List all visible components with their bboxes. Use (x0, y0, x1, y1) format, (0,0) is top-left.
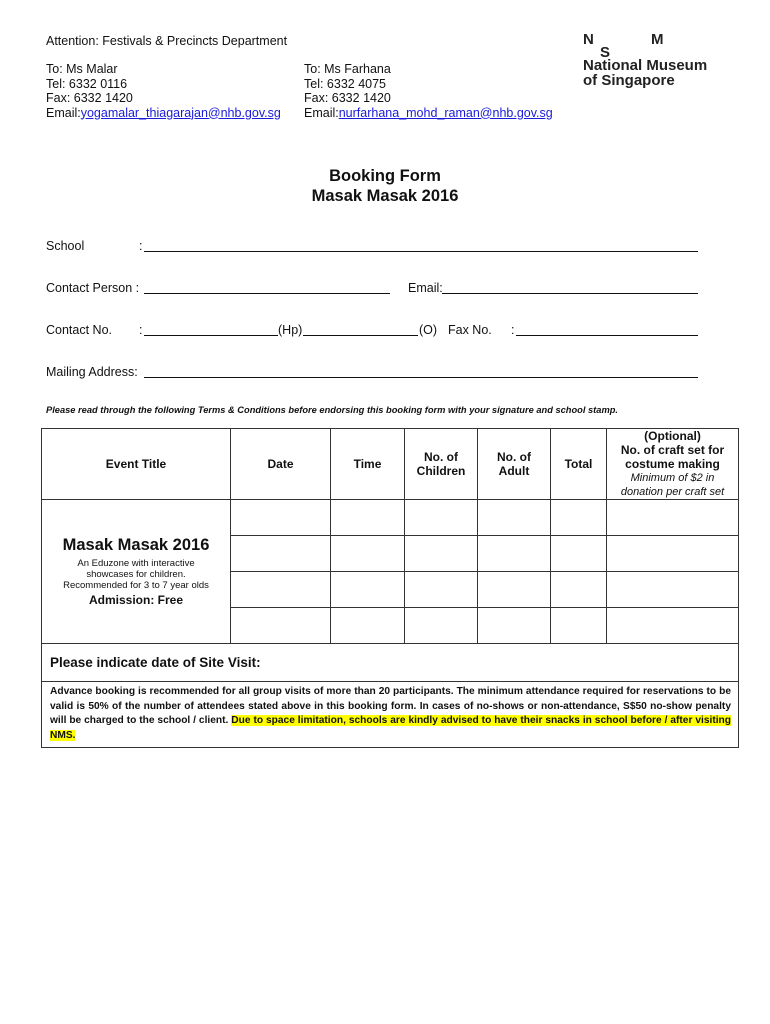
event-cell (42, 500, 231, 644)
logo-line1: National Museum (583, 57, 708, 74)
logo-line2: of Singapore (583, 72, 675, 89)
craft-cell[interactable] (607, 572, 739, 608)
logo-letter-n: N (583, 31, 594, 48)
header-total: Total (551, 429, 607, 500)
contact-right-email-link[interactable]: nurfarhana_mohd_raman@nhb.gov.sg (338, 105, 553, 120)
contact-right-email-row (304, 106, 553, 121)
mailing-address-label: Mailing Address: (46, 365, 138, 379)
site-visit-row (42, 644, 739, 682)
table-header-row (42, 429, 739, 500)
header-children-l1: No. of (424, 450, 458, 464)
office-label: (O) (419, 323, 438, 337)
time-cell[interactable] (331, 536, 405, 572)
contact-left-fax: Fax: 6332 1420 (46, 91, 133, 105)
contact-right-fax: Fax: 6332 1420 (304, 91, 391, 105)
date-cell[interactable] (231, 500, 331, 536)
total-cell[interactable] (551, 500, 607, 536)
contact-left (46, 62, 281, 120)
header-craft-note-l1: Minimum of $2 in (630, 472, 715, 484)
terms-highlight: Due to space limitation, schools are kindly advised to have their snacks in school before / after visiting NMS. (50, 715, 732, 741)
header-children (405, 429, 478, 500)
email-input-line[interactable] (442, 293, 698, 294)
email-label: Email: (304, 105, 339, 120)
site-visit-label[interactable]: Please indicate date of Site Visit: (42, 644, 739, 682)
date-cell[interactable] (231, 608, 331, 644)
contact-person-label: Contact Person : (46, 281, 140, 295)
school-colon: : (139, 239, 143, 253)
event-name: Masak Masak 2016 (62, 536, 210, 554)
logo-letter-m: M (651, 31, 664, 48)
adult-cell[interactable] (478, 572, 551, 608)
contact-left-tel: Tel: 6332 0116 (46, 76, 128, 91)
contact-right-tel: Tel: 6332 4075 (304, 76, 387, 91)
mailing-address-input-line[interactable] (144, 377, 698, 378)
date-cell[interactable] (231, 572, 331, 608)
contact-right-to: To: Ms Farhana (304, 62, 391, 76)
office-input-line[interactable] (303, 335, 418, 336)
email-label: Email: (46, 105, 81, 120)
school-input-line[interactable] (144, 251, 698, 252)
contact-left-to: To: Ms Malar (46, 62, 118, 76)
hp-label: (Hp) (278, 323, 303, 337)
header-craft-note-l2: donation per craft set (620, 486, 725, 498)
fax-no-label: Fax No. (448, 323, 492, 337)
adult-cell[interactable] (478, 608, 551, 644)
header-craft-l3: costume making (625, 457, 720, 471)
contact-left-email-row (46, 106, 281, 121)
booking-table (41, 428, 739, 748)
craft-cell[interactable] (607, 608, 739, 644)
logo-name (583, 58, 707, 88)
total-cell[interactable] (551, 572, 607, 608)
header-date: Date (231, 429, 331, 500)
total-cell[interactable] (551, 536, 607, 572)
logo-letter-s: S (600, 44, 611, 61)
fax-input-line[interactable] (516, 335, 698, 336)
form-title: Booking Form (329, 167, 441, 185)
header-adult-l1: No. of (497, 450, 531, 464)
header-craft-l1: (Optional) (644, 429, 701, 443)
terms-text (42, 682, 739, 748)
contact-person-input-line[interactable] (144, 293, 390, 294)
children-cell[interactable] (405, 536, 478, 572)
form-subtitle: Masak Masak 2016 (311, 187, 459, 205)
adult-cell[interactable] (478, 536, 551, 572)
header-time: Time (331, 429, 405, 500)
craft-cell[interactable] (607, 500, 739, 536)
header-event-title: Event Title (42, 429, 231, 500)
header-craft-l2: No. of craft set for (620, 443, 725, 457)
time-cell[interactable] (331, 500, 405, 536)
school-label: School (46, 239, 85, 253)
header-children-l2: Children (416, 464, 466, 478)
contact-left-email-link[interactable]: yogamalar_thiagarajan@nhb.gov.sg (80, 105, 281, 120)
contact-right (304, 62, 553, 120)
adult-cell[interactable] (478, 500, 551, 536)
time-cell[interactable] (331, 608, 405, 644)
event-admission: Admission: Free (88, 593, 184, 607)
date-cell[interactable] (231, 536, 331, 572)
header-adult (478, 429, 551, 500)
children-cell[interactable] (405, 500, 478, 536)
contact-no-label: Contact No. (46, 323, 113, 337)
time-cell[interactable] (331, 572, 405, 608)
contact-no-colon: : (139, 323, 143, 337)
header-adult-l2: Adult (498, 464, 530, 478)
event-desc-l3: Recommended for 3 to 7 year olds (63, 580, 209, 591)
attention-line: Attention: Festivals & Precincts Department (46, 34, 288, 48)
terms-row (42, 682, 739, 748)
terms-notice: Please read through the following Terms & Conditions before endorsing this booking form with your signature and school stamp. (46, 405, 618, 415)
table-row (42, 500, 739, 536)
header-craft (607, 429, 739, 500)
event-desc-l1: An Eduzone with interactive (77, 558, 195, 569)
terms-body: Advance booking is recommended for all group visits of more than 20 participants. The minimum attendance required for reservations to be valid is 50% of the number of attendees stated above in this booking form. In cases of no-shows or non-attendance, S$50 no-show penalty will be charged to the school / client. (50, 686, 731, 727)
children-cell[interactable] (405, 572, 478, 608)
fax-colon: : (511, 323, 515, 337)
email-field-label: Email: (408, 281, 443, 295)
hp-input-line[interactable] (144, 335, 278, 336)
children-cell[interactable] (405, 608, 478, 644)
craft-cell[interactable] (607, 536, 739, 572)
event-desc-l2: showcases for children. (86, 569, 186, 580)
total-cell[interactable] (551, 608, 607, 644)
